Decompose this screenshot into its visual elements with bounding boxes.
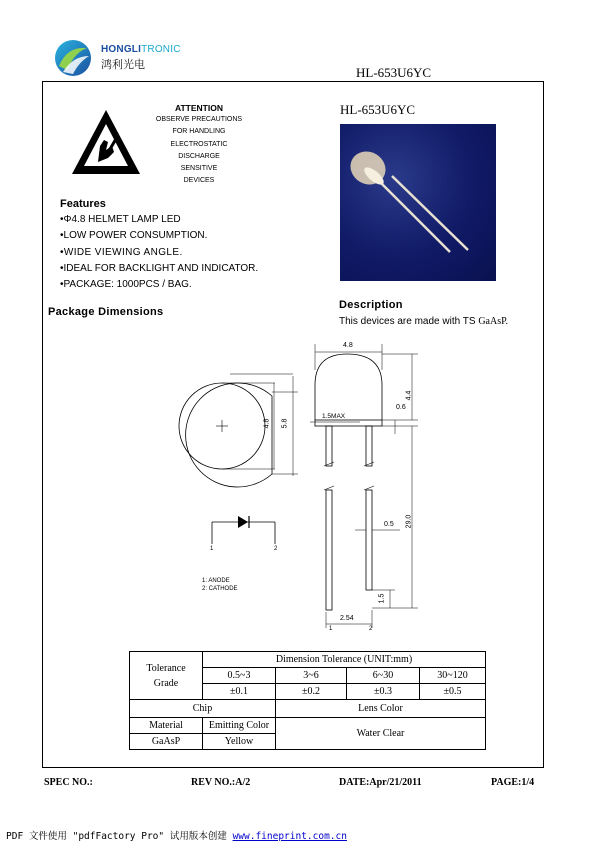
dim-flange: 0.6 [396, 404, 406, 411]
feature-item: •IDEAL FOR BACKLIGHT AND INDICATOR. [60, 262, 259, 274]
legend-anode: 1: ANODE [202, 578, 230, 584]
pin-label: 1 [329, 626, 333, 632]
footer-spec-no: SPEC NO.: [44, 777, 93, 788]
legend-cathode: 2: CATHODE [202, 586, 238, 592]
range-cell: 3~6 [276, 668, 347, 684]
footer-page: PAGE:1/4 [491, 777, 535, 788]
fineprint-link[interactable]: www.fineprint.com.cn [232, 831, 347, 842]
dim-lead-length: 29.0 [405, 514, 413, 529]
emitting-color-value: Yellow [203, 734, 276, 750]
dim-dome-height: 4.4 [405, 390, 413, 401]
footer-date: DATE:Apr/21/2011 [339, 777, 422, 788]
pdf-factory-notice: PDF 文件使用 "pdfFactory Pro" 试用版本创建 www.fineprint.com.cn [6, 831, 347, 842]
feature-item: •PACKAGE: 1000PCS / BAG. [60, 279, 192, 291]
attention-line: DISCHARGE [178, 152, 220, 160]
chip-header: Chip [130, 700, 276, 718]
pin-label: 1 [210, 546, 214, 552]
feature-item: •LOW POWER CONSUMPTION. [60, 230, 208, 242]
dimension-tolerance-header: Dimension Tolerance (UNIT:mm) [203, 652, 486, 668]
attention-line: ELECTROSTATIC [170, 140, 228, 148]
range-cell: 0.5~3 [203, 668, 276, 684]
diode-symbol-icon [212, 522, 275, 544]
header-part-number: HL-653U6YC [356, 65, 432, 80]
attention-line: DEVICES [183, 177, 215, 185]
feature-item: •WIDE VIEWING ANGLE. [60, 246, 183, 258]
esd-warning-icon [70, 106, 142, 178]
dim-flange-dia: 5.8 [281, 418, 289, 429]
lens-color-value: Water Clear [276, 718, 486, 750]
led-photo-icon [340, 124, 496, 281]
company-logo [53, 38, 93, 78]
feature-item: •Φ4.8 HELMET LAMP LED [60, 214, 181, 225]
range-cell: 6~30 [347, 668, 420, 684]
package-dimensions-title: Package Dimensions [48, 306, 164, 318]
features-list [60, 212, 258, 293]
tolerance-table [129, 651, 486, 750]
product-title: HL-653U6YC [340, 102, 416, 117]
attention-line: FOR HANDLING [172, 128, 226, 136]
emitting-color-header: Emitting Color [203, 718, 276, 734]
attention-title: ATTENTION [174, 103, 223, 113]
range-cell: 30~120 [420, 668, 486, 684]
dim-lead-bottom: 1.5 [378, 593, 386, 604]
attention-line: SENSITIVE [180, 165, 218, 173]
attention-line: OBSERVE PRECAUTIONS [155, 116, 243, 124]
package-drawing [150, 340, 440, 640]
description-text: This devices are made with TS GaAsP. [339, 316, 509, 327]
description-title: Description [339, 299, 403, 311]
dim-lead-width: 0.5 [384, 521, 394, 528]
top-view-outline [179, 383, 272, 487]
tolerance-cell: ±0.5 [420, 684, 486, 700]
logo-swirl-icon [53, 38, 93, 78]
dim-circle-dia: 4.8 [263, 418, 271, 429]
tolerance-cell: ±0.2 [276, 684, 347, 700]
tolerance-cell: ±0.3 [347, 684, 420, 700]
dim-pitch: 2.54 [340, 615, 354, 622]
material-header: Material [130, 718, 203, 734]
brand-name: HONGLITRONIC [101, 44, 181, 55]
tolerance-cell: ±0.1 [203, 684, 276, 700]
attention-block [146, 102, 252, 187]
material-value: GaAsP [130, 734, 203, 750]
dim-lead-gap: 1.5MAX [322, 413, 346, 420]
footer-rev-no: REV NO.:A/2 [191, 777, 251, 788]
lens-color-header: Lens Color [276, 700, 486, 718]
side-view-outline [315, 354, 382, 610]
pin-label: 2 [369, 626, 373, 632]
pin-label: 2 [274, 546, 278, 552]
brand-name-cn: 鸿利光电 [101, 59, 145, 71]
features-title: Features [60, 198, 106, 210]
dim-top-width: 4.8 [343, 342, 353, 349]
tolerance-grade-label: Tolerance Grade [130, 652, 203, 700]
product-photo [340, 124, 496, 281]
